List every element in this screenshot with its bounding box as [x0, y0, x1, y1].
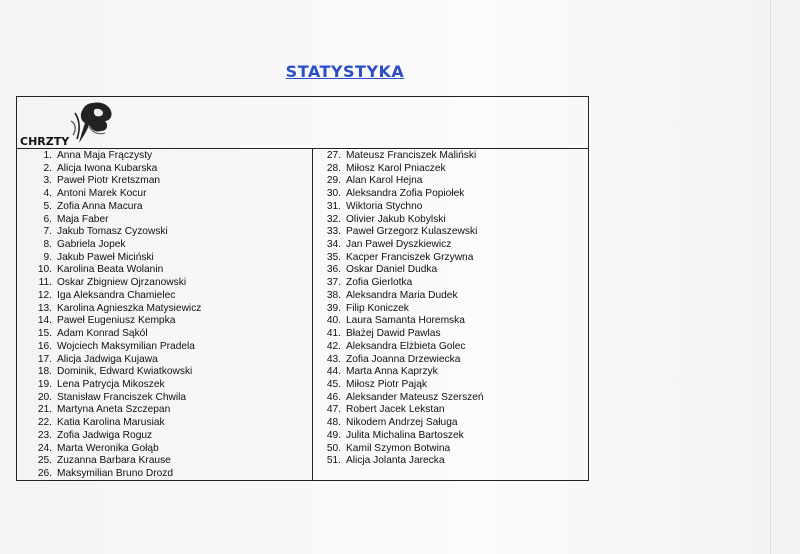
item-number: 38. [326, 289, 341, 301]
item-number: 46. [326, 391, 341, 403]
left-name-list [17, 150, 311, 481]
item-number: 33. [326, 226, 341, 238]
person-name: Iga Aleksandra Chamielec [57, 289, 176, 301]
list-item [17, 354, 311, 367]
list-item [17, 417, 311, 430]
item-number: 50. [326, 442, 341, 454]
person-name: Maksymilian Bruno Drozd [57, 467, 174, 479]
list-item [313, 226, 589, 239]
item-number: 6. [43, 213, 52, 225]
item-number: 43. [326, 353, 341, 365]
list-item [313, 303, 589, 316]
person-name: Zofia Gierlotka [346, 277, 413, 289]
item-number: 48. [326, 417, 341, 429]
list-item [17, 277, 311, 290]
list-item [313, 443, 589, 456]
item-number: 21. [37, 404, 52, 416]
list-item [313, 163, 589, 176]
person-name: Mateusz Franciszek Maliński [346, 150, 477, 161]
person-name: Jan Paweł Dyszkiewicz [346, 239, 452, 251]
person-name: Zuzanna Barbara Krause [57, 455, 171, 467]
person-name: Karolina Agnieszka Matysiewicz [57, 302, 202, 314]
person-name: Miłosz Piotr Pająk [346, 378, 427, 390]
item-number: 16. [37, 340, 52, 352]
person-name: Wiktoria Stychno [346, 200, 423, 212]
item-number: 19. [37, 378, 52, 390]
list-item [313, 404, 589, 417]
list-item [17, 443, 311, 456]
person-name: Kamil Szymon Botwina [346, 442, 451, 454]
person-name: Dominik, Edward Kwiatkowski [57, 366, 193, 378]
list-item [313, 201, 589, 214]
person-name: Alicja Iwona Kubarska [57, 162, 158, 174]
item-number: 3. [43, 175, 52, 187]
list-item [17, 175, 311, 188]
list-item [17, 252, 311, 265]
list-item [17, 315, 311, 328]
item-number: 13. [37, 302, 52, 314]
item-number: 22. [37, 417, 52, 429]
person-name: Robert Jacek Lekstan [346, 404, 445, 416]
person-name: Anna Maja Frączysty [57, 150, 153, 161]
item-number: 51. [326, 455, 341, 467]
item-number: 49. [326, 429, 341, 441]
item-number: 11. [38, 277, 52, 289]
list-item [17, 150, 311, 163]
paper-fold-line [770, 0, 771, 554]
list-item [313, 341, 589, 354]
person-name: Aleksander Mateusz Szerszeń [346, 391, 484, 403]
right-name-list [313, 150, 589, 468]
item-number: 29. [326, 175, 341, 187]
baptisms-table [16, 96, 589, 481]
item-number: 25. [37, 455, 52, 467]
page-title: STATYSTYKA [285, 62, 405, 81]
person-name: Katia Karolina Marusiak [57, 417, 165, 429]
person-name: Laura Samanta Horemska [346, 315, 465, 327]
person-name: Filip Koniczek [346, 302, 409, 314]
item-number: 14. [37, 315, 52, 327]
person-name: Wojciech Maksymilian Pradela [57, 340, 195, 352]
person-name: Martyna Aneta Szczepan [57, 404, 171, 416]
person-name: Oskar Daniel Dudka [346, 264, 438, 276]
list-item [313, 430, 589, 443]
list-item [17, 239, 311, 252]
person-name: Alicja Jolanta Jarecka [346, 455, 445, 467]
person-name: Miłosz Karol Pniaczek [346, 162, 446, 174]
table-header [17, 97, 588, 149]
person-name: Zofia Joanna Drzewiecka [346, 353, 461, 365]
person-name: Lena Patrycja Mikoszek [57, 378, 165, 390]
item-number: 10. [37, 264, 52, 276]
list-item [17, 468, 311, 481]
item-number: 44. [326, 366, 341, 378]
item-number: 5. [43, 200, 52, 212]
person-name: Adam Konrad Sąkól [57, 328, 148, 340]
item-number: 8. [43, 239, 52, 251]
item-number: 31. [326, 200, 341, 212]
list-item [17, 226, 311, 239]
item-number: 34. [326, 239, 341, 251]
list-item [313, 252, 589, 265]
item-number: 47. [326, 404, 341, 416]
item-number: 15. [37, 328, 52, 340]
item-number: 28. [326, 162, 341, 174]
list-item [17, 430, 311, 443]
list-item [17, 379, 311, 392]
item-number: 24. [37, 442, 52, 454]
section-label: CHRZTY [20, 135, 70, 148]
person-name: Alicja Jadwiga Kujawa [57, 353, 158, 365]
list-item [17, 201, 311, 214]
person-name: Aleksandra Elżbieta Golec [346, 340, 466, 352]
list-item [313, 239, 589, 252]
person-name: Jakub Tomasz Cyzowski [57, 226, 168, 238]
person-name: Julita Michalina Bartoszek [346, 429, 464, 441]
person-name: Kacper Franciszek Grzywna [346, 251, 474, 263]
person-name: Błażej Dawid Pawlas [346, 328, 441, 340]
item-number: 18. [37, 366, 52, 378]
person-name: Maja Faber [57, 213, 109, 225]
item-number: 7. [43, 226, 52, 238]
item-number: 26. [37, 467, 52, 479]
item-number: 40. [326, 315, 341, 327]
person-name: Paweł Piotr Kretszman [57, 175, 161, 187]
item-number: 12. [37, 289, 52, 301]
list-item [313, 290, 589, 303]
person-name: Alan Karol Hejna [346, 175, 423, 187]
list-item [17, 214, 311, 227]
item-number: 27. [326, 150, 341, 161]
person-name: Paweł Grzegorz Kulaszewski [346, 226, 478, 238]
list-item [313, 379, 589, 392]
list-item [313, 214, 589, 227]
list-item [17, 163, 311, 176]
list-item [17, 392, 311, 405]
list-item [313, 315, 589, 328]
item-number: 42. [326, 340, 341, 352]
list-item [313, 392, 589, 405]
list-item [17, 404, 311, 417]
list-item [313, 366, 589, 379]
item-number: 39. [326, 302, 341, 314]
item-number: 1. [43, 150, 52, 161]
item-number: 30. [326, 188, 341, 200]
list-item [313, 188, 589, 201]
item-number: 41. [326, 328, 341, 340]
list-item [17, 341, 311, 354]
list-item [313, 150, 589, 163]
item-number: 2. [43, 162, 52, 174]
item-number: 36. [326, 264, 341, 276]
list-item [17, 188, 311, 201]
list-item [313, 277, 589, 290]
item-number: 4. [43, 188, 52, 200]
list-item [17, 455, 311, 468]
list-item [313, 328, 589, 341]
person-name: Antoni Marek Kocur [57, 188, 147, 200]
person-name: Marta Weronika Gołąb [57, 442, 159, 454]
list-item [313, 455, 589, 468]
person-name: Zofia Jadwiga Roguz [57, 429, 153, 441]
item-number: 20. [37, 391, 52, 403]
person-name: Gabriela Jopek [57, 239, 126, 251]
list-item [17, 328, 311, 341]
list-item [17, 290, 311, 303]
person-name: Aleksandra Zofia Popiołek [346, 188, 465, 200]
list-item [17, 303, 311, 316]
person-name: Jakub Paweł Miciński [57, 251, 154, 263]
person-name: Stanisław Franciszek Chwila [57, 391, 187, 403]
item-number: 9. [43, 251, 52, 263]
list-item [313, 264, 589, 277]
list-item [313, 354, 589, 367]
item-number: 23. [37, 429, 52, 441]
list-item [17, 264, 311, 277]
item-number: 17. [37, 353, 52, 365]
baptism-emblem-icon [65, 99, 117, 145]
person-name: Olivier Jakub Kobylski [346, 213, 446, 225]
list-item [313, 417, 589, 430]
list-item [17, 366, 311, 379]
person-name: Karolina Beata Wolanin [57, 264, 164, 276]
person-name: Paweł Eugeniusz Kempka [57, 315, 176, 327]
person-name: Nikodem Andrzej Saługa [346, 417, 458, 429]
item-number: 37. [326, 277, 341, 289]
list-item [313, 175, 589, 188]
item-number: 35. [326, 251, 341, 263]
person-name: Oskar Zbigniew Ojrzanowski [57, 277, 187, 289]
person-name: Marta Anna Kaprzyk [346, 366, 438, 378]
item-number: 45. [326, 378, 341, 390]
person-name: Zofia Anna Macura [57, 200, 143, 212]
person-name: Aleksandra Maria Dudek [346, 289, 458, 301]
item-number: 32. [326, 213, 341, 225]
